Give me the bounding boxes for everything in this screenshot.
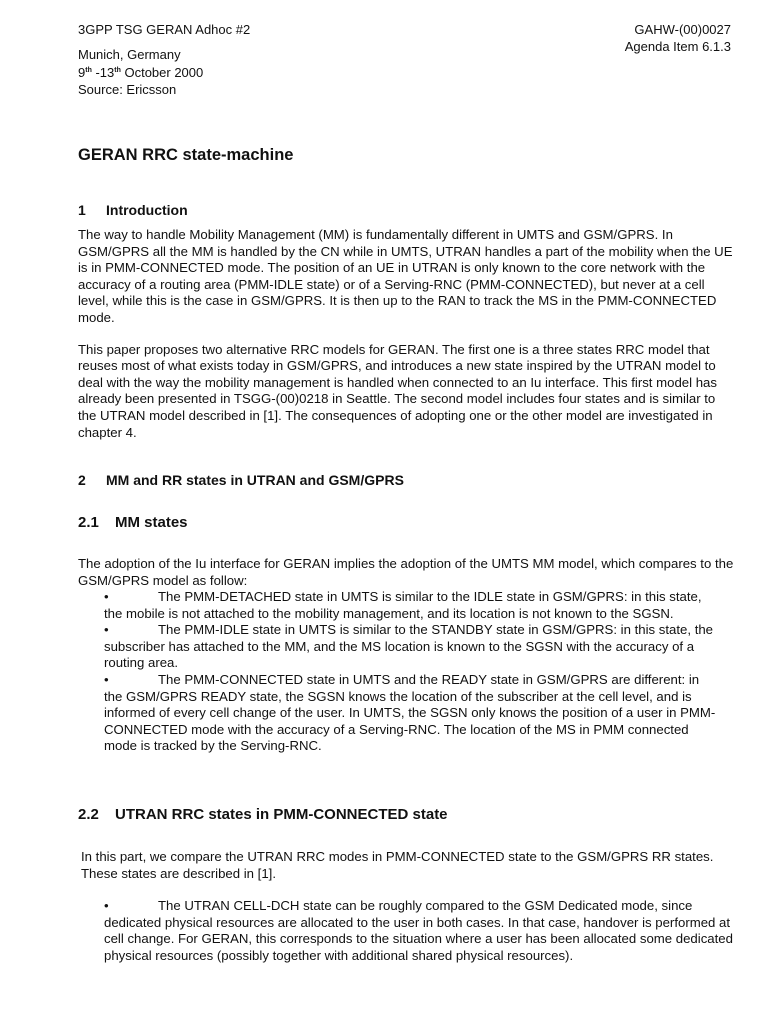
bullet-icon: • xyxy=(104,589,109,604)
section-2-1-bullets xyxy=(104,589,716,755)
header-location: Munich, Germany xyxy=(78,46,181,62)
section-number: 2.1 xyxy=(78,514,99,531)
page-title: GERAN RRC state-machine xyxy=(78,146,294,164)
section-number: 2 xyxy=(78,472,86,488)
bullet-icon: • xyxy=(104,898,109,913)
section-title: UTRAN RRC states in PMM-CONNECTED state xyxy=(115,806,448,823)
bullet-icon: • xyxy=(104,671,109,687)
section-2-2-heading xyxy=(78,806,448,823)
list-item: • The UTRAN CELL-DCH state can be roughly compared to the GSM Dedicated mode, since dedicated physical resources are allocated to the user in both cases. In that case, handover is performed at cell change. For GERAN, this corresponds to the situation where a user has been allocated some dedicated physical resources (possibly together with additional shared physical resources). xyxy=(104,898,733,963)
section-1-body xyxy=(78,227,736,441)
header-doc-number: GAHW-(00)0027 xyxy=(634,22,731,37)
paragraph: This paper proposes two alternative RRC models for GERAN. The first one is a three states RRC model that reuses most of what exists today in GSM/GPRS, and introduces a new state inspired by the UTRAN model to deal with the way the mobility management is handled when connected to an Iu interface. This first model has already been presented in TSGG-(00)0218 in Seattle. The second model includes four states and is similar to the UTRAN model described in [1]. The consequences of adopting one or the other model are investigated in chapter 4. xyxy=(78,341,717,440)
section-number: 2.2 xyxy=(78,806,99,823)
section-2-heading xyxy=(78,472,404,488)
list-item: • The PMM-CONNECTED state in UMTS and the READY state in GSM/GPRS are different: in the GSM/GPRS READY state, the SGSN knows the location of the subscriber at the cell level, and is informed of every cell change of the user. In UMTS, the SGSN only knows the position of a user in PMM-CONNECTED mode with the accuracy of a Serving-RNC. The location of the MS in PMM connected mode is tracked by the Serving-RNC. xyxy=(104,671,716,754)
section-title: Introduction xyxy=(106,202,188,218)
header-agenda: Agenda Item 6.1.3 xyxy=(624,38,731,54)
section-2-1-heading xyxy=(78,514,188,531)
section-2-2-intro: In this part, we compare the UTRAN RRC modes in PMM-CONNECTED state to the GSM/GPRS RR states. These states are described in [1]. xyxy=(81,849,714,881)
header-org: 3GPP TSG GERAN Adhoc #2 xyxy=(78,22,251,37)
bullet-icon: • xyxy=(104,622,109,638)
header-left xyxy=(78,22,250,98)
section-1-heading xyxy=(78,202,188,218)
section-2-1-intro: The adoption of the Iu interface for GERAN implies the adoption of the UMTS MM model, which compares to the GSM/GPRS model as follow: xyxy=(78,556,734,588)
header-source: Source: Ericsson xyxy=(78,81,177,97)
list-item: • The PMM-DETACHED state in UMTS is similar to the IDLE state in GSM/GPRS: in this state, the mobile is not attached to the mobility management, and its location is not known to the SGSN. xyxy=(104,589,702,621)
section-title: MM and RR states in UTRAN and GSM/GPRS xyxy=(106,472,404,488)
section-number: 1 xyxy=(78,202,86,218)
section-2-2-bullets xyxy=(104,898,736,964)
paragraph: The way to handle Mobility Management (MM) is fundamentally different in UMTS and GSM/GPRS. In GSM/GPRS all the MM is handled by the CN while in UMTS, UTRAN handles a part of the mobility when the UE is in PMM-CONNECTED mode. The position of an UE in UTRAN is only known to the core network with the accuracy of a routing area (PMM-IDLE state) or of a Serving-RNC (PMM-CONNECTED), but never at a cell level, while this is the case in GSM/GPRS. It is then up to the RAN to track the MS in the PMM-CONNECTED mode. xyxy=(78,227,733,325)
section-title: MM states xyxy=(115,514,188,531)
list-item: • The PMM-IDLE state in UMTS is similar to the STANDBY state in GSM/GPRS: in this state, the subscriber has attached to the MM, and the MS location is known to the SGSN with the accuracy of a routing area. xyxy=(104,622,714,671)
header-date: 9th -13th October 2000 xyxy=(78,65,204,80)
header-right xyxy=(625,22,731,55)
